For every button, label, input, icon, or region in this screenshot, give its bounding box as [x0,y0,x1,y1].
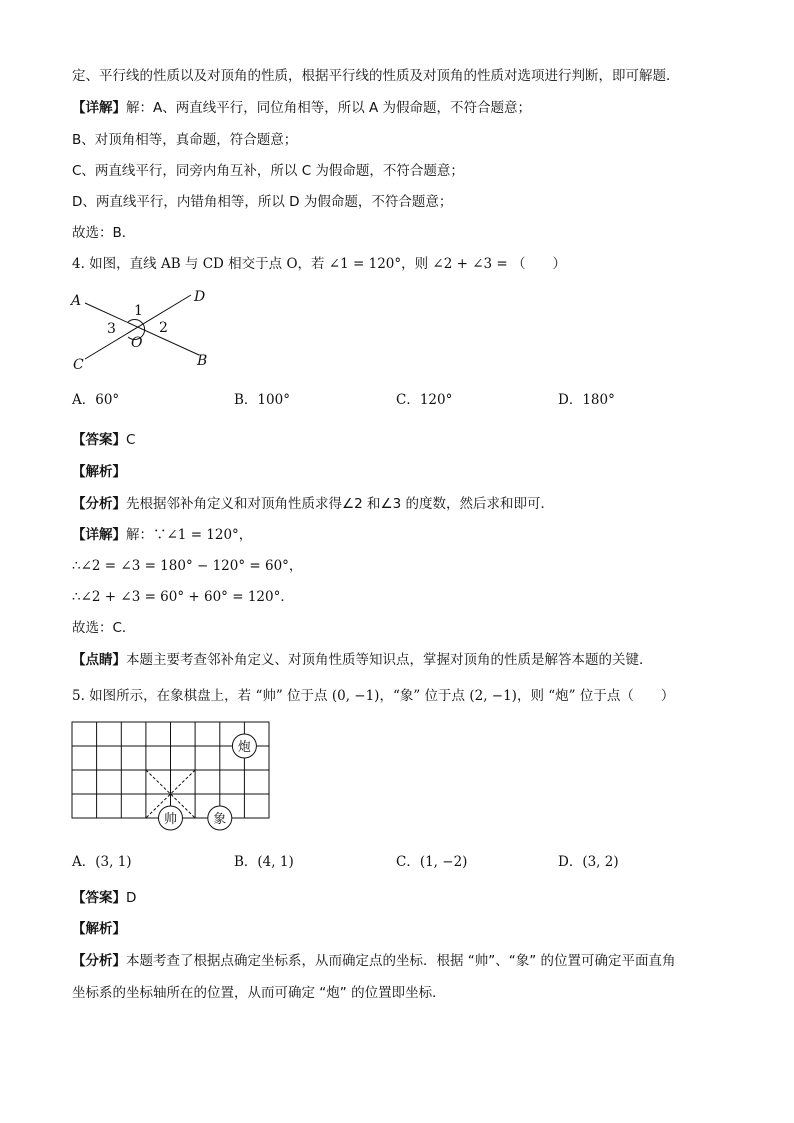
q5-option-a: A．(3, 1) [72,854,132,870]
dianjing-tag: 【点睛】 [72,652,126,668]
detail-text: 解：∵∠1 = 120°， [126,527,253,543]
q5-option-c: C．(1, −2) [396,854,468,870]
angle-label-1: 1 [134,303,143,319]
answer-tag: 【答案】 [72,890,126,906]
piece-shuai-label: 帅 [163,812,178,827]
intro-line-6: 故选：B． [72,225,136,241]
q4-dianjing [72,650,653,670]
q4-step-2: ∴∠2 + ∠3 = 60° + 60° = 120°． [72,589,294,605]
q4-detail [72,525,252,545]
detail-tag: 【详解】 [72,527,126,543]
intro-line-3: B、对顶角相等，真命题，符合题意； [72,132,298,148]
intro-line-4: C、两直线平行，同旁内角互补，所以 C 为假命题，不符合题意； [72,163,464,179]
detail-text: 解：A、两直线平行，同位角相等，所以 A 为假命题，不符合题意； [126,100,532,116]
label-d: D [194,289,206,305]
dianjing-text: 本题主要考查邻补角定义、对顶角性质等知识点，掌握对顶角的性质是解答本题的关键． [126,652,653,668]
label-b: B [197,353,208,369]
intro-line-5: D、两直线平行，内错角相等，所以 D 为假命题，不符合题意； [72,194,453,210]
fenxi-tag: 【分析】 [72,953,126,969]
fenxi-text: 本题考查了根据点确定坐标系，从而确定点的坐标．根据 “帅”、“象” 的位置可确定平面直角 [126,953,676,969]
q4-option-d: D．180° [558,392,615,408]
q4-choose: 故选：C． [72,620,136,636]
detail-tag: 【详解】 [72,100,126,116]
angle-label-3: 3 [107,321,116,337]
fenxi-text: 先根据邻补角定义和对顶角性质求得∠2 和∠3 的度数，然后求和即可． [126,496,554,512]
q4-option-c: C．120° [396,392,453,408]
q5-answer [72,888,136,908]
label-c: C [73,357,84,373]
q5-stem: 5. 如图所示，在象棋盘上，若 “帅” 位于点 (0, −1)，“象” 位于点 (2, −1)，则 “炮” 位于点（ ） [72,688,675,704]
q4-stem: 4. 如图，直线 AB 与 CD 相交于点 O，若 ∠1 = 120°，则 ∠2 + ∠3 = （ ） [72,256,567,272]
q4-answer [72,430,135,450]
q4-figure [65,285,245,375]
q4-fenxi [72,494,554,514]
q4-analysis-tag: 【解析】 [72,464,126,480]
q5-fenxi-line-2: 坐标系的坐标轴所在的位置，从而可确定 “炮” 的位置即坐标． [72,985,446,1001]
q5-chessboard [70,720,280,840]
q4-option-a: A．60° [72,392,120,408]
answer-tag: 【答案】 [72,432,126,448]
q5-analysis-tag: 【解析】 [72,921,126,937]
answer-value: D [126,890,137,906]
label-a: A [71,293,82,309]
fenxi-tag: 【分析】 [72,496,126,512]
intro-line-2 [72,98,531,118]
piece-xiang-label: 象 [213,812,227,827]
label-o: O [131,335,143,351]
intro-line-1: 定、平行线的性质以及对顶角的性质，根据平行线的性质及对顶角的性质对选项进行判断，即可解题． [72,68,680,84]
piece-pao-label: 炮 [237,740,251,755]
q5-fenxi-line-1 [72,951,676,971]
q5-option-d: D．(3, 2) [558,854,619,870]
q4-step-1: ∴∠2 = ∠3 = 180° − 120° = 60°， [72,558,303,574]
q4-option-b: B．100° [234,392,290,408]
q5-option-b: B．(4, 1) [234,854,294,870]
answer-value: C [126,432,136,448]
angle-label-2: 2 [159,320,168,336]
